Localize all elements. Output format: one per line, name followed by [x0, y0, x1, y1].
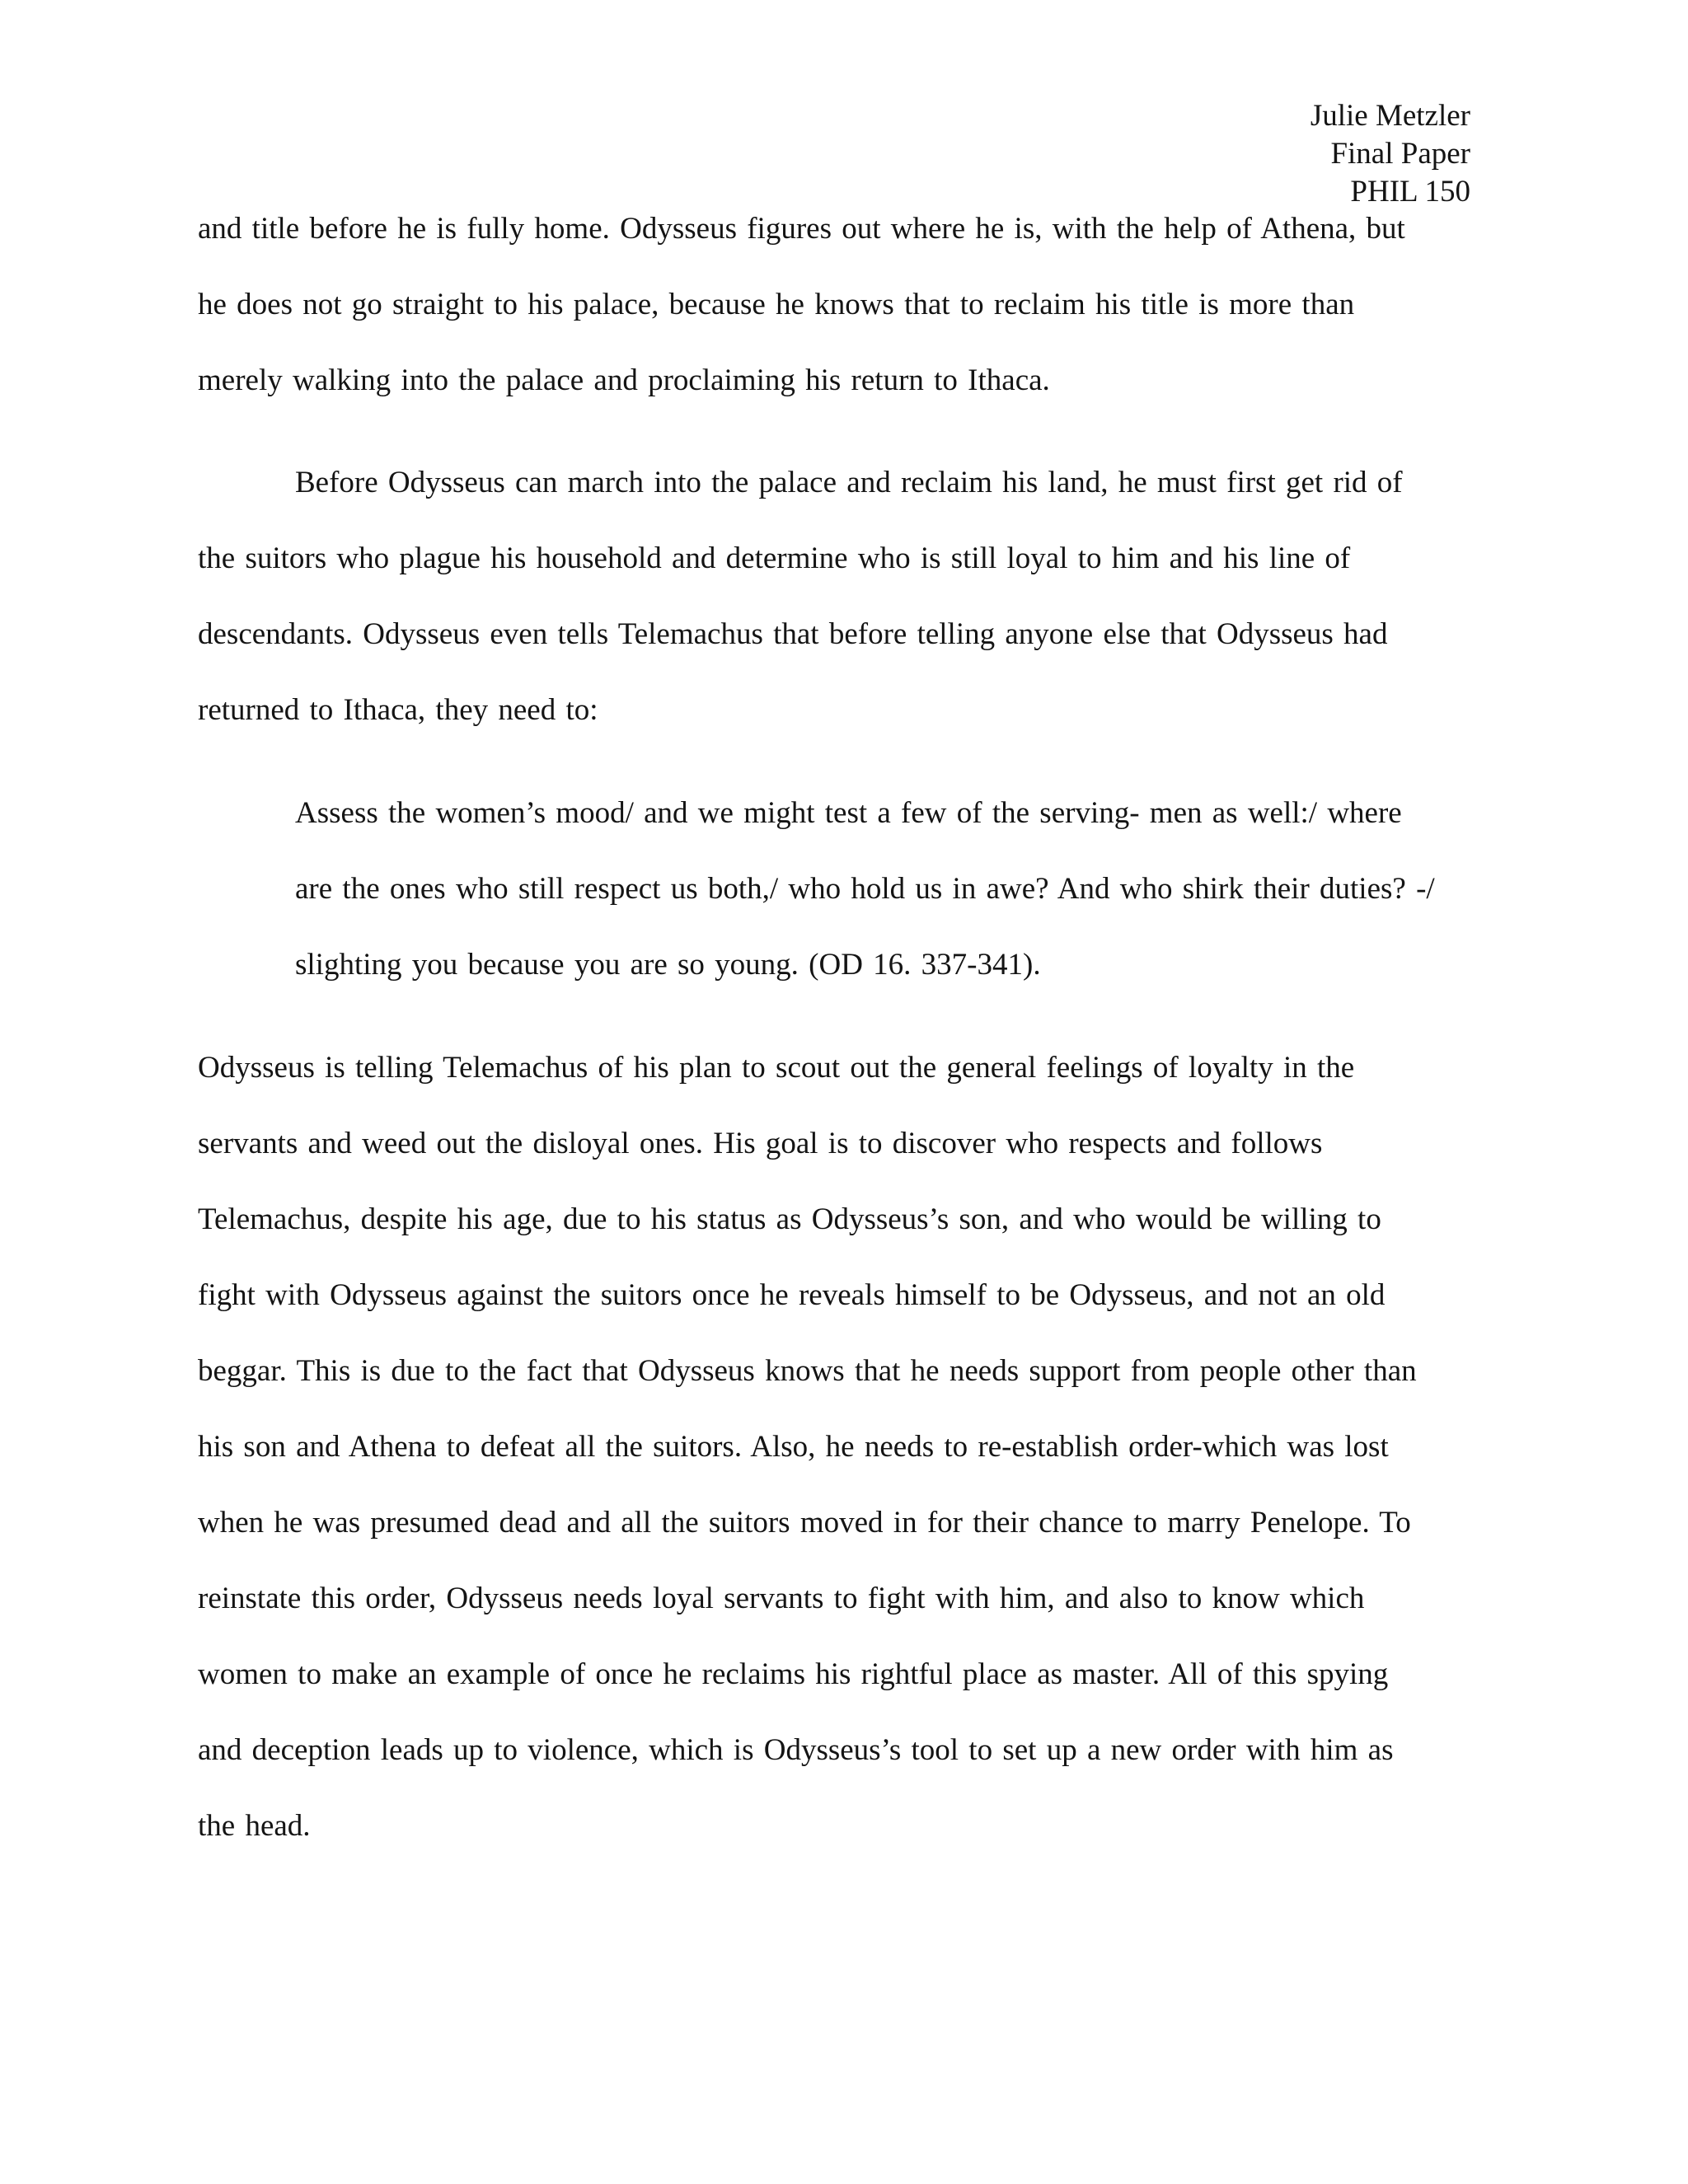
- blockquote-line: slighting you because you are so young. (OD 16. 337-341).: [295, 948, 1041, 982]
- paragraph-line: Telemachus, despite his age, due to his status as Odysseus’s son, and who would be willing to: [198, 1202, 1381, 1236]
- paragraph-line: descendants. Odysseus even tells Telemachus that before telling anyone else that Odysseus had: [198, 617, 1388, 651]
- paragraph-line: and deception leads up to violence, which is Odysseus’s tool to set up a new order with him as: [198, 1733, 1394, 1767]
- paragraph-line: servants and weed out the disloyal ones. His goal is to discover who respects and follows: [198, 1127, 1323, 1160]
- header-block: [1311, 97, 1470, 211]
- paragraph-line: he does not go straight to his palace, because he knows that to reclaim his title is more than: [198, 288, 1355, 321]
- course-code: PHIL 150: [1350, 175, 1470, 209]
- paragraph-line: returned to Ithaca, they need to:: [198, 693, 598, 727]
- paragraph-line: women to make an example of once he reclaims his rightful place as master. All of this spying: [198, 1657, 1389, 1691]
- paragraph-line: the head.: [198, 1809, 311, 1843]
- blockquote-line: are the ones who still respect us both,/ who hold us in awe? And who shirk their duties? -/: [295, 872, 1435, 906]
- paragraph-line: and title before he is fully home. Odysseus figures out where he is, with the help of Athena, but: [198, 212, 1405, 246]
- blockquote-line: Assess the women’s mood/ and we might test a few of the serving- men as well:/ where: [295, 796, 1402, 830]
- paragraph-line: beggar. This is due to the fact that Odysseus knows that he needs support from people other than: [198, 1354, 1417, 1388]
- paragraph-line: fight with Odysseus against the suitors once he reveals himself to be Odysseus, and not an old: [198, 1278, 1386, 1312]
- paragraph-line: Odysseus is telling Telemachus of his plan to scout out the general feelings of loyalty in the: [198, 1051, 1355, 1085]
- paper-title: Final Paper: [1330, 137, 1470, 171]
- paragraph-line: the suitors who plague his household and determine who is still loyal to him and his line of: [198, 541, 1351, 575]
- paragraph-line: reinstate this order, Odysseus needs loyal servants to fight with him, and also to know which: [198, 1582, 1365, 1615]
- paragraph-line: when he was presumed dead and all the suitors moved in for their chance to marry Penelope. To: [198, 1506, 1411, 1540]
- author-name: Julie Metzler: [1310, 99, 1470, 133]
- paragraph-line: Before Odysseus can march into the palace and reclaim his land, he must first get rid of: [295, 466, 1403, 499]
- paragraph-line: merely walking into the palace and proclaiming his return to Ithaca.: [198, 363, 1050, 397]
- paragraph-line: his son and Athena to defeat all the suitors. Also, he needs to re-establish order-which was lost: [198, 1430, 1389, 1464]
